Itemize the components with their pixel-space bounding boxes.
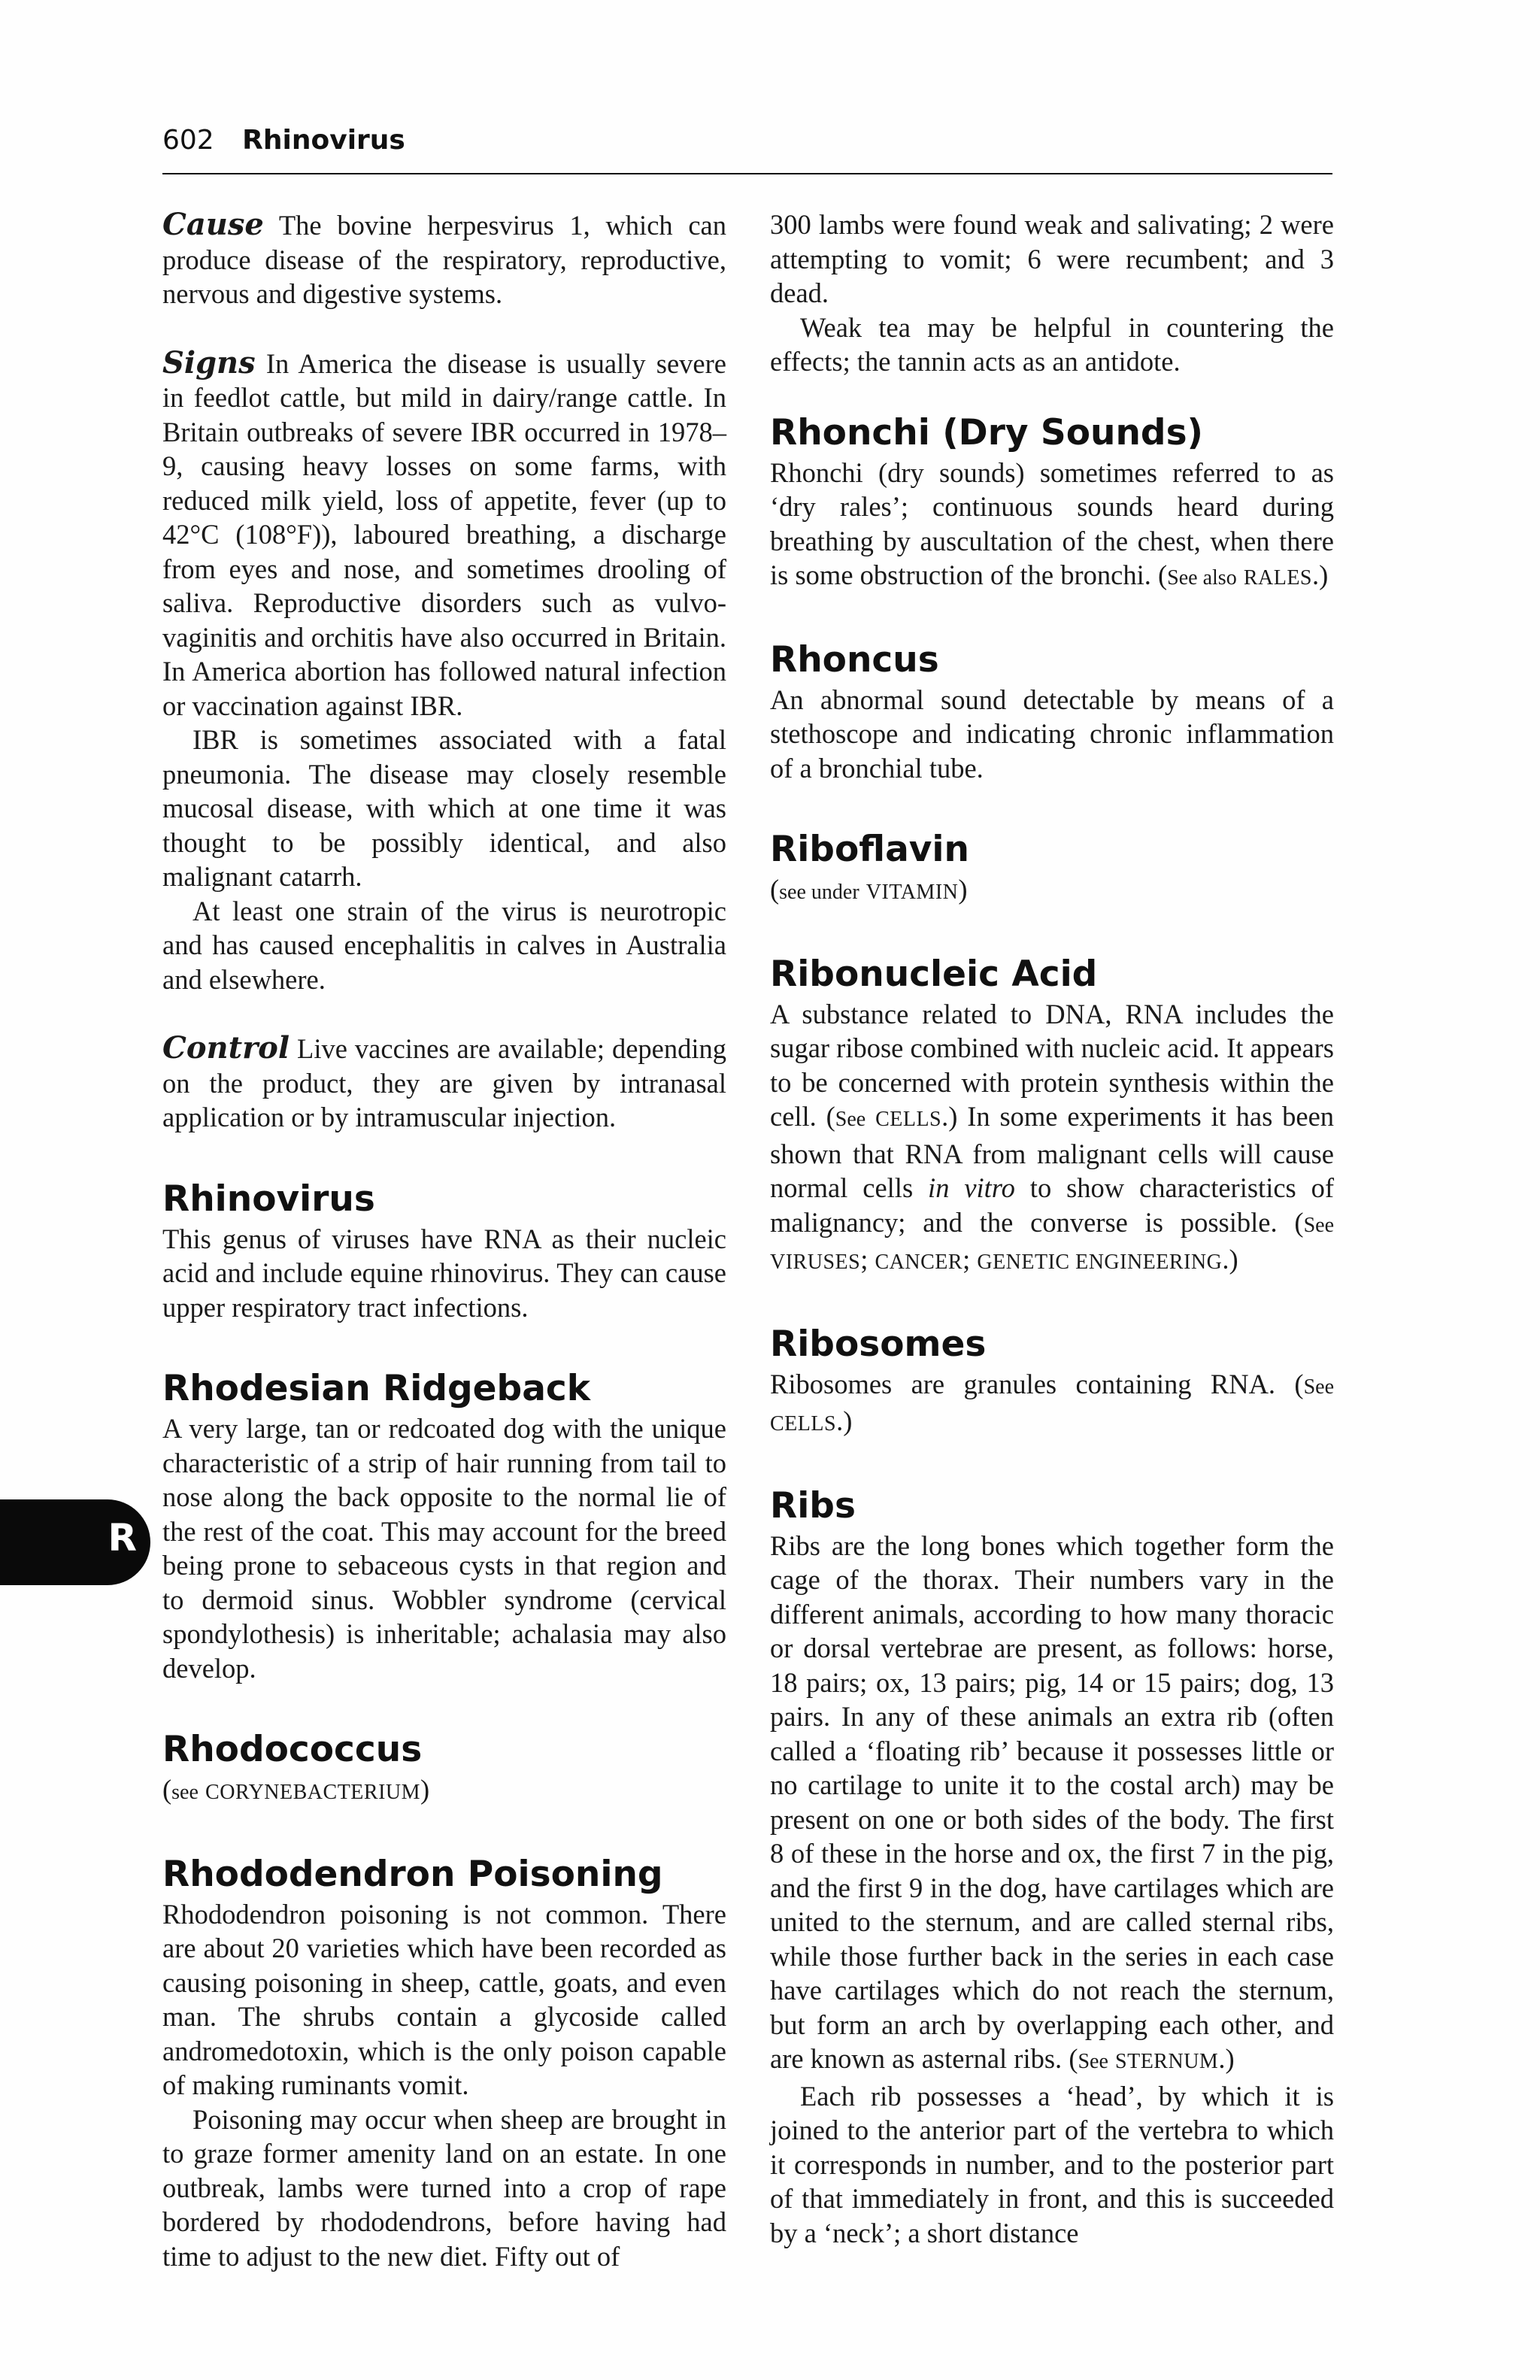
crossref-link: CELLS bbox=[770, 1412, 837, 1436]
riboflavin-crossref: (see under VITAMIN) bbox=[770, 874, 968, 905]
ribs-paragraph-2: Each rib possesses a ‘head’, by which it is joined to the anterior part of the vertebra to which it corresponds in number, and to the posterior part of that immediately in front, and this is succeeded by a ‘neck’; a short distance bbox=[770, 2080, 1334, 2248]
see-label: see bbox=[171, 1781, 199, 1804]
control-subheading: Control bbox=[162, 1030, 290, 1066]
crossref-link: GENETIC ENGINEERING bbox=[977, 1251, 1223, 1274]
see-label: See also bbox=[1167, 566, 1237, 590]
thumb-index-tab bbox=[0, 1499, 150, 1585]
page-number: 602 bbox=[162, 125, 214, 156]
ridgeback-text: A very large, tan or redcoated dog with the unique characteristic of a strip of hair running from tail to nose along the back opposite to the normal lie of the rest of the coat. This may account for the breed being prone to sebaceous cysts in that region and to dermoid sinus. Wobbler syndrome (cervical spondylothesis) is inheritable; achalasia may also develop. bbox=[162, 1413, 726, 1684]
rhododendron-paragraph-2: Poisoning may occur when sheep are brought in to graze former amenity land on an estate. In one outbreak, lambs were turned into a crop of rape bordered by rhododendrons, before having had time to adjust to the new diet. Fifty out of bbox=[162, 2103, 726, 2272]
signs-paragraph-2: IBR is sometimes associated with a fatal pneumonia. The disease may closely resemble mucosal disease, with which at one time it was thought to be possibly identical, and also malignant catarrh. bbox=[162, 724, 726, 892]
right-column bbox=[770, 208, 1334, 2250]
rhododendron-continued-1: 300 lambs were found weak and salivating; 2 were attempting to vomit; 6 were recumbent; and 3 dead. bbox=[770, 209, 1334, 308]
running-title: Rhinovirus bbox=[242, 125, 405, 156]
rna-italic: in vitro bbox=[928, 1172, 1015, 1203]
thumb-index-letter: R bbox=[108, 1516, 137, 1560]
rna-body-b: In some experiments it has been shown that RNA from malignant cells will cause normal cells bbox=[770, 1101, 1335, 1203]
rna-body-c: to show characteristics of malignancy; and the converse is possible. bbox=[770, 1172, 1335, 1238]
entry-heading-rhonchi: Rhonchi (Dry Sounds) bbox=[770, 411, 1204, 453]
entry-heading-rhodococcus: Rhodococcus bbox=[162, 1729, 423, 1770]
rhinovirus-text: This genus of viruses have RNA as their nucleic acid and include equine rhinovirus. They can cause upper respiratory tract infections. bbox=[162, 1223, 726, 1323]
cause-paragraph bbox=[162, 208, 726, 311]
crossref-link: CANCER bbox=[875, 1251, 963, 1274]
ribosomes-text: Ribosomes are granules containing RNA. (See CELLS.) bbox=[770, 1368, 1334, 1436]
entry-heading-ribosomes: Ribosomes bbox=[770, 1323, 987, 1365]
rhododendron-paragraph-1: Rhododendron poisoning is not common. There are about 20 varieties which have been recorded as causing poisoning in sheep, cattle, goats, and even man. The shrubs contain a glycoside called andromedotoxin, which is the only poison capable of making ruminants vomit. bbox=[162, 1898, 726, 2100]
control-text: Live vaccines are available; depending on the product, they are given by intranasal application or by intramuscular injection. bbox=[162, 1033, 727, 1132]
entry-heading-riboflavin: Riboflavin bbox=[770, 829, 969, 870]
entry-heading-rhododendron-poisoning: Rhododendron Poisoning bbox=[162, 1853, 663, 1895]
rhoncus-text: An abnormal sound detectable by means of a stethoscope and indicating chronic inflammation of a bronchial tube. bbox=[770, 684, 1334, 784]
crossref-link: STERNUM bbox=[1115, 2050, 1219, 2073]
crossref-link: VITAMIN bbox=[865, 881, 959, 904]
rhonchi-body: Rhonchi (dry sounds) sometimes referred to as ‘dry rales’; continuous sounds heard during breathing by auscultation of the chest, when there is some obstruction of the bronchi. bbox=[770, 456, 1334, 590]
see-label: See bbox=[1303, 1213, 1334, 1237]
crossref-link: CELLS bbox=[875, 1108, 942, 1131]
see-label: see under bbox=[779, 881, 859, 904]
ribs-body: Ribs are the long bones which together form the cage of the thorax. Their numbers vary in the different animals, according to how many thoracic or dorsal vertebrae are present, as follows: horse, 18 pairs; ox, 13 pairs; pig, 14 or 15 pairs; dog, 13 pairs. In any of these animals an extra rib (often called a ‘floating rib’ because it possesses little or no cartilage to unite it to the costal arch) may be present on one or both sides of the body. The first 8 of these in the horse and ox, the first 7 in the pig, and the first 9 in the dog, have cartilages which are united to the sternum, and are called sternal ribs, while those further back in the series in each case have cartilages which do not reach the sternum, but form an arch by overlapping each other, and are known as asternal ribs. bbox=[770, 1530, 1334, 2074]
entry-heading-ribonucleic-acid: Ribonucleic Acid bbox=[770, 953, 1098, 995]
signs-paragraph bbox=[162, 346, 726, 723]
see-label: See bbox=[1303, 1375, 1334, 1399]
entry-heading-rhodesian-ridgeback: Rhodesian Ridgeback bbox=[162, 1368, 591, 1409]
entry-heading-rhoncus: Rhoncus bbox=[770, 638, 939, 681]
rna-text: A substance related to DNA, RNA includes the sugar ribose combined with nucleic acid. It appears to be concerned with protein synthesis within the cell. (See CELLS.) In some experiments it has been shown that RNA from malignant cells will cause normal cells in vitro to show characteristics of malignancy; and the converse is possible. (See VIRUSES; CANCER; GENETIC ENGINEERING.) bbox=[770, 998, 1335, 1275]
ribosomes-body: Ribosomes are granules containing RNA. bbox=[770, 1368, 1276, 1399]
cause-text: The bovine herpesvirus 1, which can produce disease of the respiratory, reproductive, nervous and digestive systems. bbox=[162, 210, 727, 309]
left-column bbox=[162, 208, 726, 2273]
entry-heading-rhinovirus: Rhinovirus bbox=[162, 1178, 375, 1220]
signs-paragraph-3: At least one strain of the virus is neurotropic and has caused encephalitis in calves in Australia and elsewhere. bbox=[162, 895, 726, 995]
rhodococcus-crossref: (see CORYNEBACTERIUM) bbox=[162, 1774, 430, 1805]
signs-text: In America the disease is usually severe in feedlot cattle, but mild in dairy/range cattle. In Britain outbreaks of severe IBR occurred in 1978–9, causing heavy losses on some farms, with reduced milk yield, loss of appetite, fever (up to 42°C (108°F)), laboured breathing, a discharge from eyes and nose, and sometimes drooling of saliva. Reproductive disorders such as vulvo-vaginitis and orchitis have also occurred in Britain. In America abortion has followed natural infection or vaccination against IBR. bbox=[162, 347, 726, 721]
running-header bbox=[162, 125, 1332, 156]
header-rule bbox=[162, 173, 1332, 174]
crossref-link: RALES bbox=[1243, 566, 1312, 590]
see-label: See bbox=[835, 1108, 866, 1131]
see-label: See bbox=[1078, 2050, 1108, 2073]
rhododendron-continued-2: Weak tea may be helpful in countering the effects; the tannin acts as an antidote. bbox=[770, 311, 1334, 377]
signs-subheading: Signs bbox=[162, 344, 256, 380]
entry-heading-ribs: Ribs bbox=[770, 1484, 856, 1527]
control-paragraph bbox=[162, 1031, 726, 1135]
crossref-link: CORYNEBACTERIUM bbox=[205, 1781, 421, 1804]
cause-subheading: Cause bbox=[162, 207, 264, 242]
crossref-link: VIRUSES bbox=[770, 1251, 861, 1274]
rna-body-a: A substance related to DNA, RNA includes the sugar ribose combined with nucleic acid. It appears to be concerned with protein synthesis within the cell. bbox=[770, 998, 1335, 1132]
rhonchi-text: Rhonchi (dry sounds) sometimes referred to as ‘dry rales’; continuous sounds heard during breathing by auscultation of the chest, when there is some obstruction of the bronchi. (See also RALES.) bbox=[770, 456, 1334, 590]
ribs-paragraph-1: Ribs are the long bones which together form the cage of the thorax. Their numbers vary in the different animals, according to how many thoracic or dorsal vertebrae are present, as follows: horse, 18 pairs; ox, 13 pairs; pig, 14 or 15 pairs; dog, 13 pairs. In any of these animals an extra rib (often called a ‘floating rib’ because it possesses little or no cartilage to unite it to the costal arch) may be present on one or both sides of the body. The first 8 of these in the horse and ox, the first 7 in the pig, and the first 9 in the dog, have cartilages which are united to the sternum, and are called sternal ribs, while those further back in the series in each case have cartilages which do not reach the sternum, but form an arch by overlapping each other, and are known as asternal ribs. (See STERNUM.) bbox=[770, 1530, 1334, 2074]
